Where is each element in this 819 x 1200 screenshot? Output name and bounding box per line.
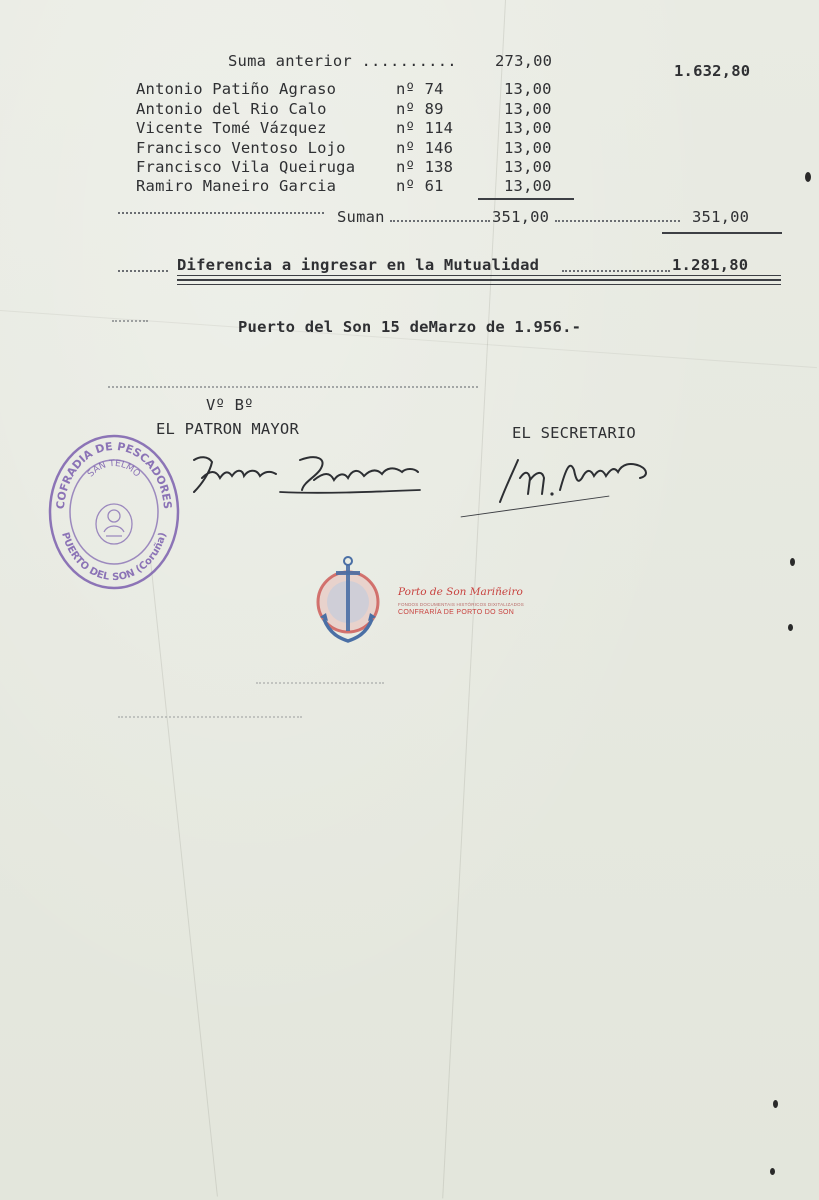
right-signatory-title: EL SECRETARIO (512, 424, 636, 442)
leader-dots (562, 270, 670, 272)
difference-amount: 1.281,80 (672, 256, 749, 274)
paper-crease (150, 560, 218, 1197)
leader-dots (118, 716, 302, 718)
entry-amount: 13,00 (504, 119, 552, 137)
sum-amount: 351,00 (492, 208, 550, 226)
stamp-top-text: COFRADIA DE PESCADORES (53, 439, 175, 510)
leader-dots (390, 220, 490, 222)
entry-name: Antonio del Rio Calo (136, 100, 327, 118)
anchor-logo-icon (316, 555, 396, 645)
place-date: Puerto del Son 15 deMarzo de 1.956.- (238, 318, 582, 336)
entry-name: Antonio Patiño Agraso (136, 80, 337, 98)
paper-crease (442, 0, 506, 1198)
entry-name: Francisco Vila Queiruga (136, 158, 356, 176)
difference-underline (177, 280, 781, 285)
leader-dots (108, 386, 478, 388)
entry-number: nº 61 (396, 177, 444, 195)
total-rule (662, 232, 782, 234)
paper-speck (788, 624, 793, 631)
paper-speck (790, 558, 795, 566)
entry-number: nº 146 (396, 139, 454, 157)
entry-name: Francisco Ventoso Lojo (136, 139, 346, 157)
watermark-org: CONFRARÍA DE PORTO DO SON (398, 609, 515, 616)
entry-amount: 13,00 (504, 100, 552, 118)
entry-number: nº 89 (396, 100, 444, 118)
entry-name: Vicente Tomé Vázquez (136, 119, 327, 137)
stamp-bottom-text: PUERTO DEL SON (Coruña) (59, 531, 169, 584)
paper-speck (805, 172, 811, 182)
saint-emblem-icon (96, 504, 132, 544)
svg-text:SAN TELMO (86, 459, 142, 480)
watermark-subtitle: FONDOS DOCUMENTAIS HISTÓRICOS DIXITALIZADOS (398, 602, 524, 607)
approval-label: Vº Bº (206, 396, 254, 414)
left-signature (180, 448, 430, 508)
paper-speck (773, 1100, 778, 1108)
cofradia-stamp (46, 432, 182, 592)
sum-total: 351,00 (692, 208, 750, 226)
previous-sum-label: Suma anterior .......... (228, 52, 457, 70)
entry-amount: 13,00 (504, 139, 552, 157)
difference-label: Diferencia a ingresar en la Mutualidad (177, 256, 540, 274)
leader-dots (112, 320, 148, 322)
leader-dots (555, 220, 680, 222)
previous-sum-amount: 273,00 (495, 52, 553, 70)
stamp-inner-text: SAN TELMO (86, 458, 142, 480)
leader-dots (256, 682, 384, 684)
entry-amount: 13,00 (504, 80, 552, 98)
entry-number: nº 74 (396, 80, 444, 98)
entry-name: Ramiro Maneiro Garcia (136, 177, 337, 195)
running-total: 1.632,80 (674, 62, 751, 80)
paper-speck (770, 1168, 775, 1175)
left-signatory-title: EL PATRON MAYOR (156, 420, 299, 438)
entry-number: nº 114 (396, 119, 454, 137)
entry-number: nº 138 (396, 158, 454, 176)
leader-dots (118, 270, 168, 272)
sum-label: Suman (337, 208, 385, 226)
watermark-brand: Porto de Son Mariñeiro (398, 586, 523, 598)
leader-dots (118, 212, 324, 214)
entry-amount: 13,00 (504, 158, 552, 176)
entry-amount: 13,00 (504, 177, 552, 195)
subtotal-rule (478, 198, 574, 200)
